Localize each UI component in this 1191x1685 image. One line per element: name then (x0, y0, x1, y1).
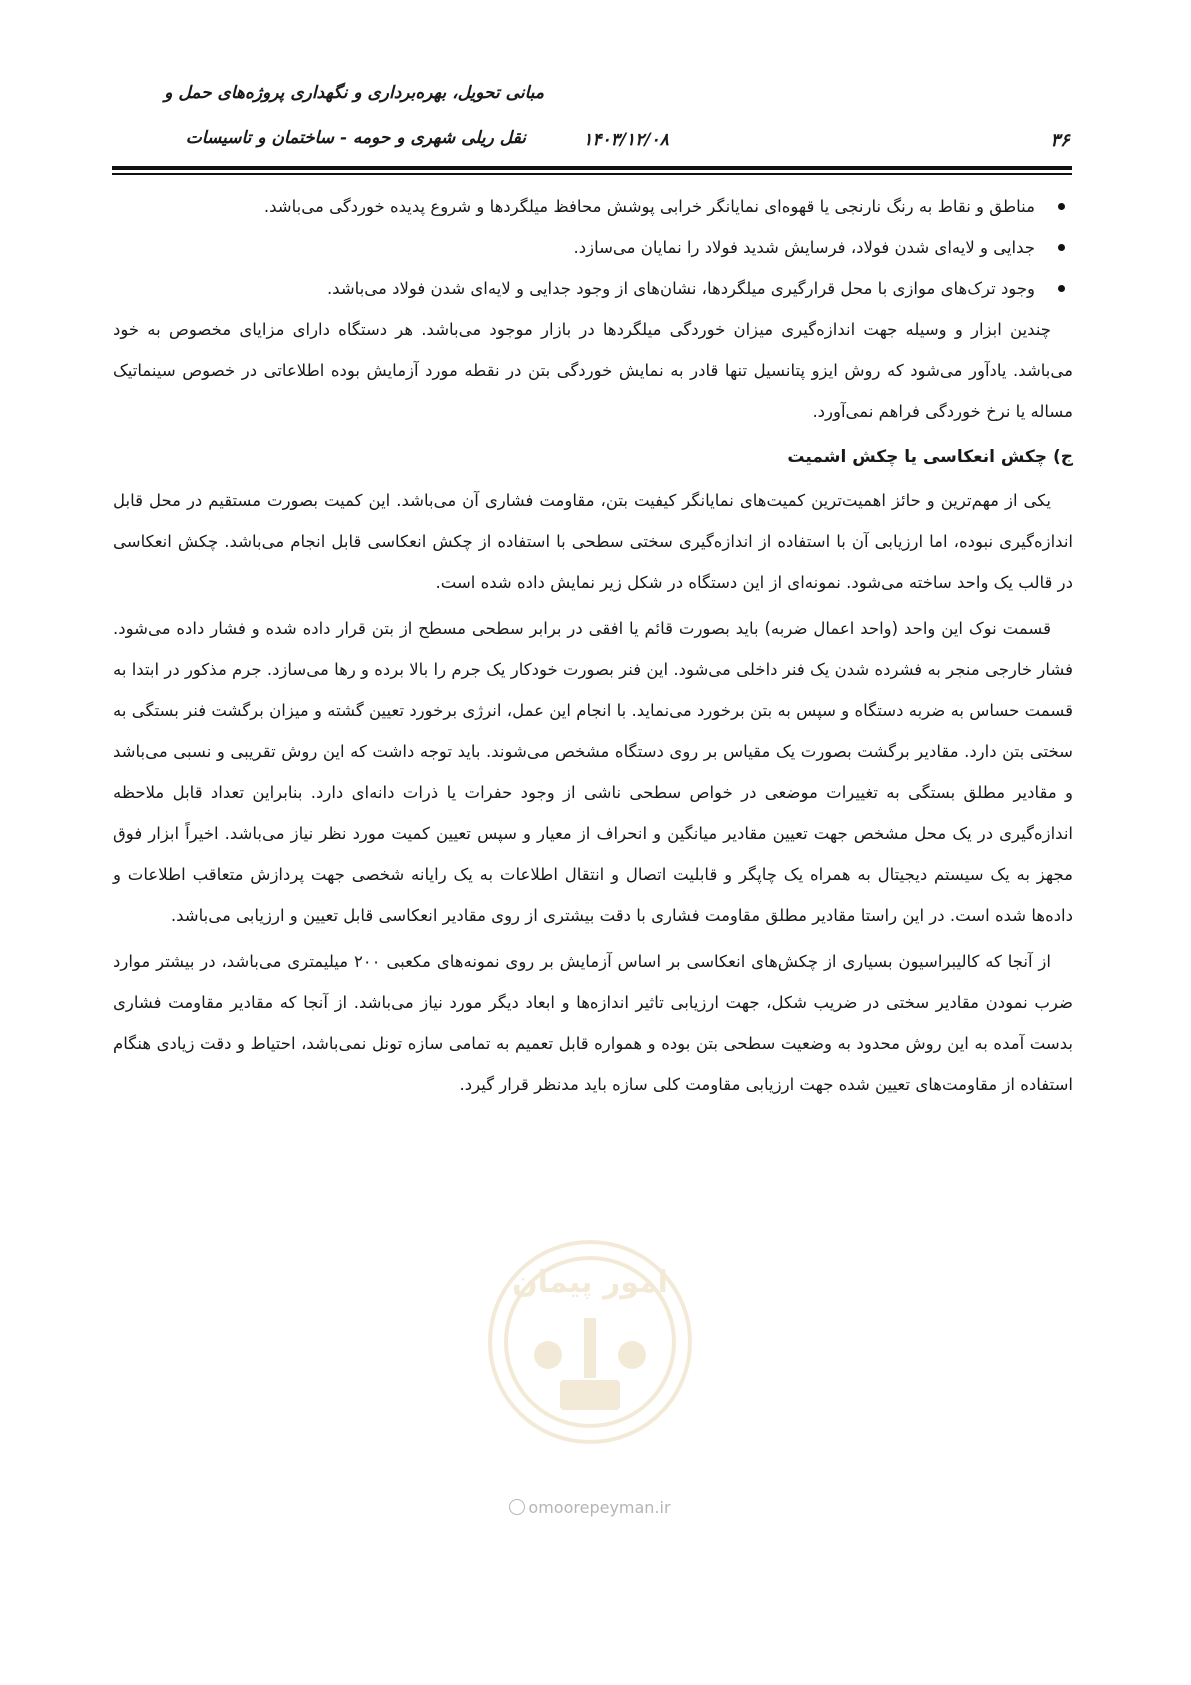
bullet-icon (1058, 244, 1065, 251)
page-header (0, 0, 1191, 200)
list-item (113, 227, 1073, 268)
header-rule-thick (112, 166, 1072, 170)
header-title-line2: نقل ریلی شهری و حومه - ساختمان و تاسیسات (185, 128, 526, 148)
header-title-line1: مبانی تحویل، بهره‌برداری و نگهداری پروژه‌های حمل و (164, 83, 544, 103)
section-heading: ج) چکش انعکاسی یا چکش اشمیت (787, 447, 1073, 467)
bullet-icon (1058, 285, 1065, 292)
bullet-icon (1058, 203, 1065, 210)
paragraph-compressive-strength: یکی از مهم‌ترین و حائز اهمیت‌ترین کمیت‌های نمایانگر کیفیت بتن، مقاومت فشاری آن می‌باشد. این کمیت بصورت مستقیم در محل قابل اندازه‌گیری نبوده، اما ارزیابی آن با استفاده از اندازه‌گیری سختی سطحی با استفاده از چکش انعکاسی قابل انجام می‌باشد. چکش انعکاسی در قالب یک واحد ساخته می‌شود. نمونه‌ای از این دستگاه در شکل زیر نمایش داده شده است. (113, 491, 1073, 592)
paragraph-hammer-operation: قسمت نوک این واحد (واحد اعمال ضربه) باید بصورت قائم یا افقی در برابر سطحی مسطح از بتن قرار داده شده و فشار داده می‌شود. فشار خارجی منجر به فشرده شدن یک فنر داخلی می‌شود. این فنر بصورت خودکار یک جرم را بالا برده و رها می‌سازد. جرم مذکور در ابتدا به قسمت حساس به ضربه دستگاه و سپس به بتن برخورد می‌نماید. با انجام این عمل، انرژی برخورد تعیین گشته و میزان برگشت فنر بستگی به سختی بتن دارد. مقادیر برگشت بصورت یک مقیاس بر روی دستگاه مشخص می‌شوند. باید توجه داشت که این روش تقریبی و نسبی می‌باشد و مقادیر مطلق بستگی به تغییرات موضعی در خواص سطحی ناشی از وجود حفرات یا ذرات دانه‌ای دارد. بنابراین تعداد قابل ملاحظه اندازه‌گیری در یک محل مشخص جهت تعیین مقادیر میانگین و انحراف از معیار و سپس تعیین کمیت مورد نظر نیاز می‌باشد. اخیراً ابزار فوق مجهز به یک سیستم دیجیتال به همراه یک چاپگر و قابلیت اتصال و انتقال اطلاعات به یک رایانه شخصی جهت پردازش متعاقب اطلاعات و داده‌ها شده است. در این راستا مقادیر مطلق مقاومت فشاری با دقت بیشتری از روی مقادیر انعکاسی قابل تعیین و ارزیابی می‌باشد. (113, 619, 1073, 925)
bullet-text: جدایی و لایه‌ای شدن فولاد، فرسایش شدید فولاد را نمایان می‌سازد. (573, 238, 1035, 257)
watermark-site-text: omoorepeyman.ir (528, 1498, 671, 1517)
watermark-logo-text: امور پیمان (512, 1265, 668, 1300)
at-icon (509, 1499, 525, 1515)
document-body (113, 186, 1073, 1110)
paragraph-corrosion-tools: چندین ابزار و وسیله جهت اندازه‌گیری میزان خوردگی میلگردها در بازار موجود می‌باشد. هر دستگاه دارای مزایای مخصوص به خود می‌باشد. یادآور می‌شود که روش ایزو پتانسیل تنها قادر به نمایش خوردگی بتن در نقطه مورد آزمایش بوده اطلاعاتی در خصوص سینماتیک مساله یا نرخ خوردگی فراهم نمی‌آورد. (113, 320, 1073, 421)
paragraph-calibration: از آنجا که کالیبراسیون بسیاری از چکش‌های انعکاسی بر اساس آزمایش بر روی نمونه‌های مکعبی ۲۰۰ میلیمتری می‌باشد، در بیشتر موارد ضرب نمودن مقادیر سختی در ضریب شکل، جهت ارزیابی تاثیر اندازه‌ها و ابعاد دیگر مورد نیاز می‌باشد. از آنجا که مقادیر مقاومت فشاری بدست آمده به این روش محدود به وضعیت سطحی بتن بوده و همواره قابل تعمیم به تمامی سازه تونل نمی‌باشد، احتیاط و دقت زیادی هنگام استفاده از مقاومت‌های تعیین شده جهت ارزیابی مقاومت کلی سازه باید مدنظر قرار گیرد. (113, 952, 1073, 1094)
bullet-text: مناطق و نقاط به رنگ نارنجی یا قهوه‌ای نمایانگر خرابی پوشش محافظ میلگردها و شروع پدیده خوردگی می‌باشد. (263, 197, 1035, 216)
watermark-site (460, 1498, 720, 1517)
list-item (113, 268, 1073, 309)
page-number: ۳۶ (1050, 130, 1070, 151)
header-date: ۱۴۰۳/۱۲/۰۸ (583, 130, 669, 150)
watermark-logo (460, 1230, 720, 1460)
header-rule-thin (112, 173, 1072, 175)
list-item (113, 186, 1073, 227)
bullet-list (113, 186, 1073, 309)
bullet-text: وجود ترک‌های موازی با محل قرارگیری میلگردها، نشان‌های از وجود جدایی و لایه‌ای شدن فولاد می‌باشد. (326, 279, 1035, 298)
